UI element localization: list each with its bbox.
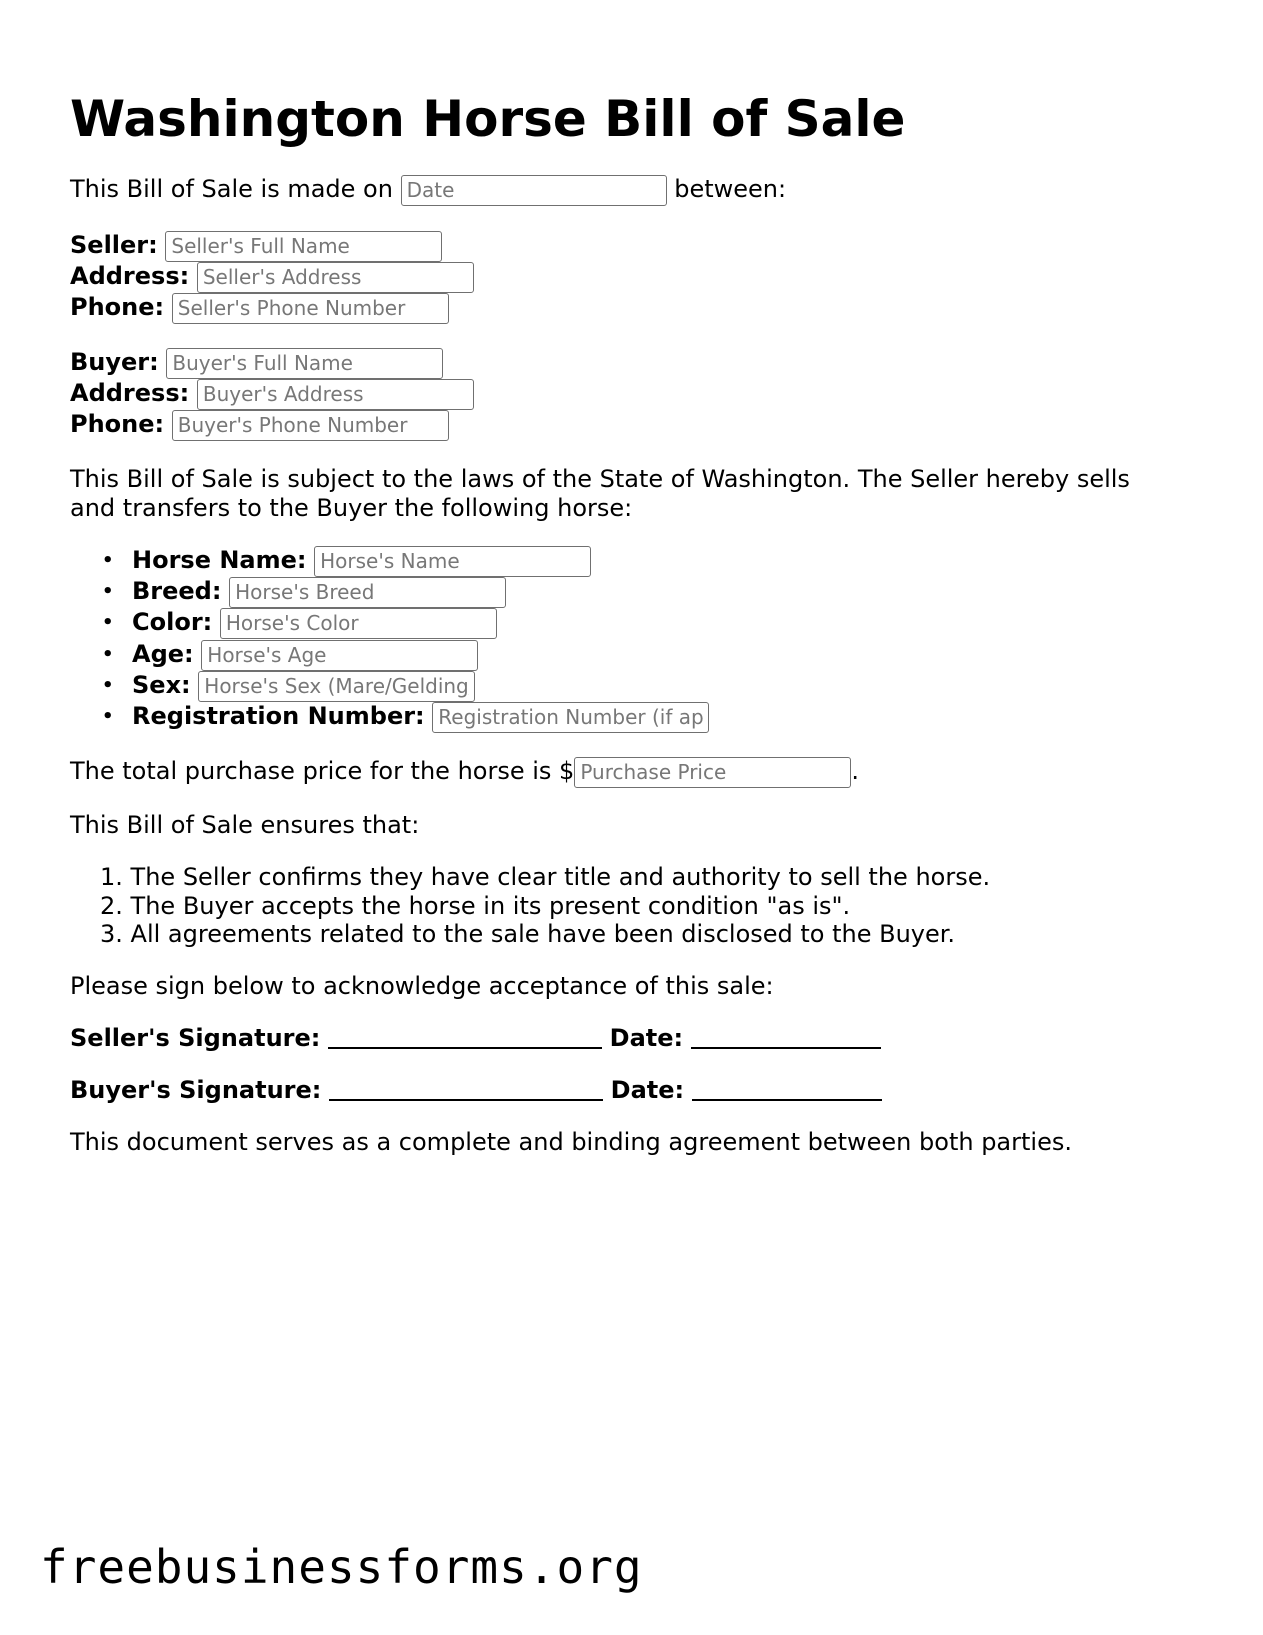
horse-registration-field[interactable] [432, 702, 709, 733]
horse-breed-label: Breed: [132, 577, 222, 605]
horse-name-field[interactable] [314, 546, 591, 577]
horse-color-field[interactable] [220, 608, 497, 639]
horse-breed-line [132, 576, 506, 608]
horse-color-label: Color: [132, 608, 213, 636]
intro-suffix: between: [674, 175, 787, 203]
purchase-price-field[interactable] [574, 757, 851, 788]
term-text: The Seller confirms they have clear title and authority to sell the horse. [130, 863, 991, 891]
horse-sex-label: Sex: [132, 671, 191, 699]
price-prefix: The total purchase price for the horse is $ [70, 757, 575, 785]
buyer-address-field[interactable] [197, 379, 474, 410]
seller-address-line [70, 261, 474, 293]
seller-phone-line [70, 292, 449, 324]
term-number: 3. [100, 920, 123, 948]
buyer-signature-label: Buyer's Signature: [70, 1076, 322, 1104]
bullet-breed: • [102, 581, 114, 602]
buyer-phone-label: Phone: [70, 410, 165, 438]
seller-signature-label: Seller's Signature: [70, 1024, 321, 1052]
horse-name-line [132, 545, 591, 577]
horse-breed-field[interactable] [229, 577, 506, 608]
price-suffix: . [851, 757, 859, 785]
horse-color-line [132, 607, 497, 639]
buyer-phone-line [70, 409, 449, 441]
footer-watermark: freebusinessforms.org [40, 1540, 643, 1594]
bullet-age: • [102, 644, 114, 665]
buyer-address-line [70, 378, 474, 410]
intro-prefix: This Bill of Sale is made on [70, 175, 393, 203]
seller-address-label: Address: [70, 262, 190, 290]
buyer-name-line [70, 347, 443, 379]
transfer-text-line-2: and transfers to the Buyer the following horse: [70, 494, 633, 522]
horse-name-label: Horse Name: [132, 546, 307, 574]
bullet-horse-name: • [102, 550, 114, 571]
seller-phone-label: Phone: [70, 293, 165, 321]
term-item-2 [100, 891, 850, 921]
term-text: All agreements related to the sale have been disclosed to the Buyer. [130, 920, 956, 948]
ensures-intro: This Bill of Sale ensures that: [70, 811, 420, 839]
horse-age-line [132, 639, 478, 671]
term-text: The Buyer accepts the horse in its present condition "as is". [130, 892, 851, 920]
seller-name-field[interactable] [165, 231, 442, 262]
term-number: 2. [100, 892, 123, 920]
buyer-phone-field[interactable] [172, 410, 449, 441]
term-item-3 [100, 919, 955, 949]
seller-name-line [70, 230, 442, 262]
buyer-date-label: Date: [610, 1076, 685, 1104]
horse-registration-line [132, 701, 709, 733]
price-line [70, 756, 859, 788]
horse-sex-field[interactable] [198, 671, 475, 702]
buyer-signature-field[interactable] [329, 1098, 603, 1101]
seller-date-label: Date: [609, 1024, 684, 1052]
transfer-text-line-1: This Bill of Sale is subject to the laws of the State of Washington. The Seller hereby sells [70, 465, 1130, 493]
bullet-sex: • [102, 675, 114, 696]
seller-phone-field[interactable] [172, 293, 449, 324]
bullet-registration: • [102, 706, 114, 727]
seller-signature-line [70, 1023, 881, 1053]
seller-address-field[interactable] [197, 262, 474, 293]
seller-date-field[interactable] [691, 1046, 881, 1049]
intro-line [70, 174, 786, 206]
buyer-date-field[interactable] [692, 1098, 882, 1101]
buyer-address-label: Address: [70, 379, 190, 407]
buyer-name-label: Buyer: [70, 348, 159, 376]
buyer-signature-line [70, 1075, 882, 1105]
page-title: Washington Horse Bill of Sale [70, 90, 906, 148]
seller-name-label: Seller: [70, 231, 158, 259]
horse-age-label: Age: [132, 640, 194, 668]
buyer-name-field[interactable] [166, 348, 443, 379]
horse-sex-line [132, 670, 475, 702]
horse-age-field[interactable] [201, 640, 478, 671]
horse-registration-label: Registration Number: [132, 702, 425, 730]
closing-statement: This document serves as a complete and binding agreement between both parties. [70, 1128, 1072, 1156]
sale-date-field[interactable] [401, 175, 667, 206]
sign-intro: Please sign below to acknowledge acceptance of this sale: [70, 972, 774, 1000]
seller-signature-field[interactable] [328, 1046, 602, 1049]
term-item-1 [100, 862, 990, 892]
bullet-color: • [102, 612, 114, 633]
term-number: 1. [100, 863, 123, 891]
